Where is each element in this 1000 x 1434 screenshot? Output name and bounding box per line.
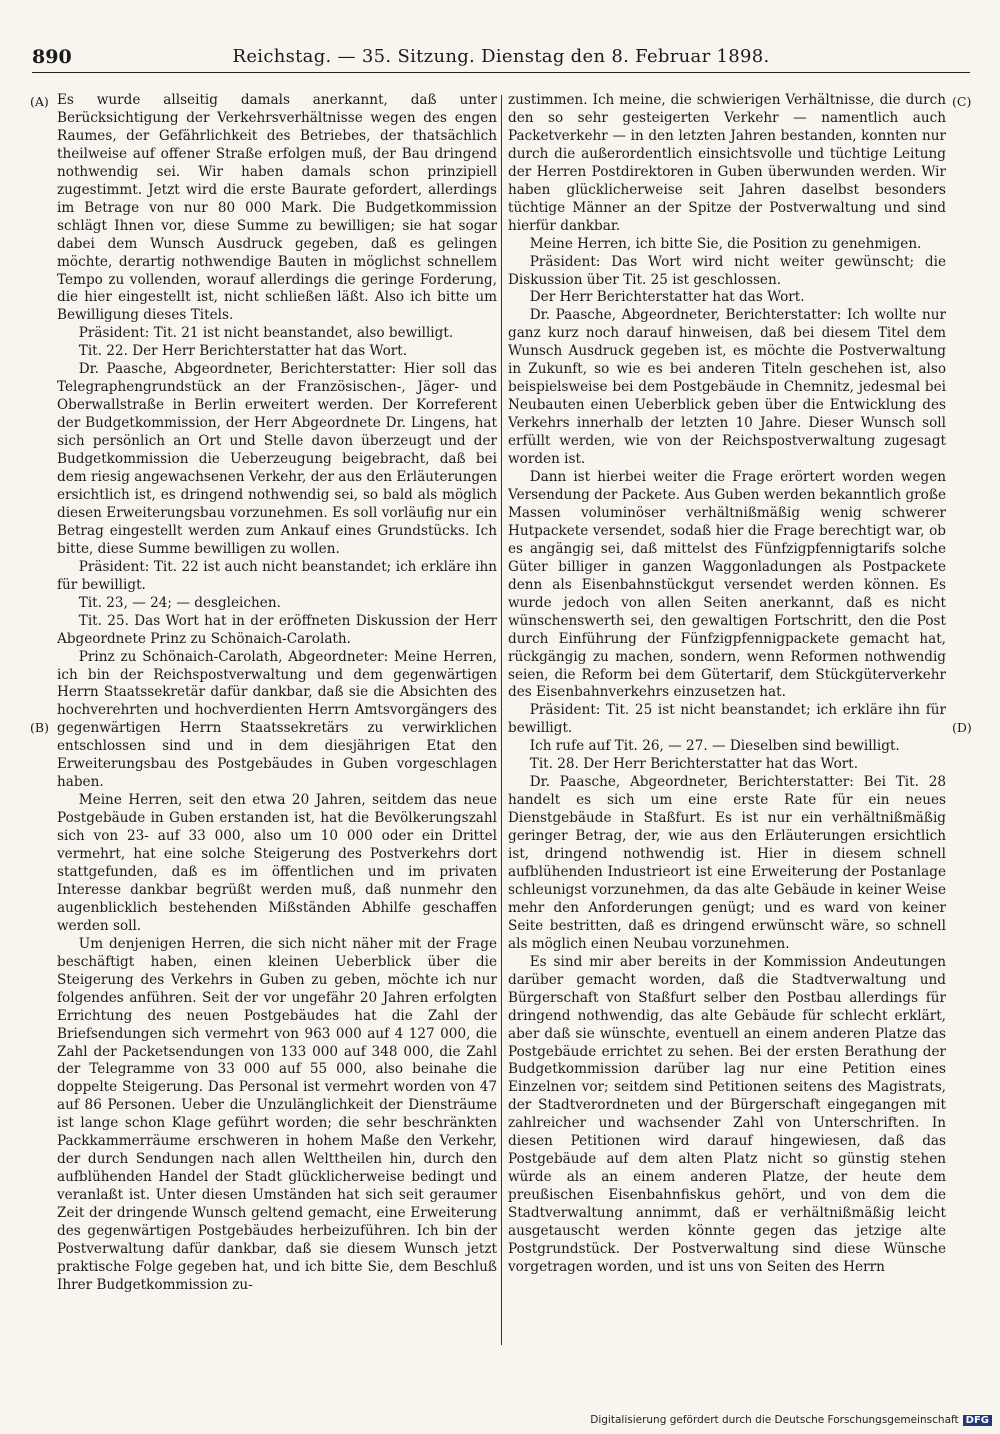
column-divider bbox=[501, 95, 502, 1345]
paragraph: Präsident: Tit. 25 ist nicht beanstandet; ich erkläre ihn für bewilligt. bbox=[508, 702, 946, 737]
paragraph: Tit. 22. Der Herr Berichterstatter hat das Wort. bbox=[78, 343, 408, 360]
paragraph: Dr. Paasche, Abgeordneter, Berichterstatter: Ich wollte nur ganz kurz noch darauf hinweisen, daß bei diesem Titel dem Wunsch Ausdruck gegeben ist, es möchte die Postverwaltung in Zukunft, so wie es bei anderen Titeln geschehen ist, also beispielsweise bei dem Postgebäude in Chemnitz, jedesmal bei Neubauten einen Ueberblick geben über die Entwicklung des Verkehrs innerhalb der letzten 10 Jahre. Dieser Wunsch soll erfüllt werden, wie von der Reichspostverwaltung zugesagt worden ist. bbox=[508, 307, 946, 468]
paragraph: Präsident: Tit. 22 ist auch nicht beanstandet; ich erkläre ihn für bewilligt. bbox=[57, 558, 497, 593]
paragraph: Tit. 25. Das Wort hat in der eröffneten Diskussion der Herr Abgeordnete Prinz zu Schönaich-Carolath. bbox=[57, 612, 497, 647]
paragraph: Dann ist hierbei weiter die Frage erörtert worden wegen Versendung der Packete. Aus Guben werden bekanntlich große Massen voluminöser verhältnißmäßig wenig schwerer Hutpackete versendet, sodaß hier die Frage berechtigt war, ob es angängig sei, daß mittelst des Fünfzigpfennigtarifs solche Güter billiger in ganzen Waggonladungen als Postpackete denn als Eisenbahnstückgut versendet werden können. Es wurde jedoch von allen Seiten anerkannt, daß es nicht wünschenswerth sei, den gewaltigen Fortschritt, den die Post durch Einführung der Fünfzigpfennigpackete gemacht hat, rückgängig zu machen, sondern, wenn Reformen nothwendig seien, die Reform bei dem Gütertarif, dem Stückgüterverkehr des Eisenbahnverkehrs einzusetzen hat. bbox=[508, 469, 946, 701]
running-title: Reichstag. — 35. Sitzung. Dienstag den 8. Februar 1898. bbox=[232, 46, 770, 67]
paragraph: Um denjenigen Herren, die sich nicht näher mit der Frage beschäftigt haben, einen kleinen Ueberblick über die Steigerung des Verkehrs in Guben zu geben, möchte ich nur folgendes anführen. Seit der vor ungefähr 20 Jahren erfolgten Errichtung des neuen Postgebäudes hat die Zahl der Briefsendungen sich vermehrt von 963 000 auf 4 127 000, die Zahl der Packetsendungen von 133 000 auf 348 000, die Zahl der Telegramme von 33 000 auf 55 000, also beinahe die doppelte Steigerung. Das Personal ist vermehrt worden von 47 auf 86 Personen. Ueber die Unzulänglichkeit der Diensträume ist lange schon Klage geführt worden; die sehr beschränkten Packkammerräume erschweren in hohem Maße den Verkehr, der durch Sendungen nach allen Welttheilen hin, durch den aufblühenden Handel der Stadt glücklicherweise bedingt und veranlaßt ist. Unter diesen Umständen hat sich seit geraumer Zeit der dringende Wunsch geltend gemacht, eine Erweiterung des gegenwärtigen Postgebäudes herbeizuführen. Ich bin der Postverwaltung dafür dankbar, daß sie diesem Wunsch jetzt praktische Folge gegeben hat, und ich bitte Sie, dem Beschluß Ihrer Budgetkommission zu- bbox=[57, 935, 497, 1293]
footer-text: Digitalisierung gefördert durch die Deutsche Forschungsgemeinschaft bbox=[590, 1414, 959, 1426]
paragraph: Meine Herren, ich bitte Sie, die Position zu genehmigen. bbox=[529, 235, 922, 252]
paragraph: Es sind mir aber bereits in der Kommission Andeutungen darüber gemacht worden, daß die Stadtverwaltung und Bürgerschaft von Staßfurt selber den Postbau allerdings für dringend nothwendig, das alte Gebäude für schlecht erklärt, aber daß sie wünschte, eventuell an einem anderen Platze das Postgebäude errichtet zu sehen. Bei der ersten Berathung der Budgetkommission darüber lag nur eine Petition eines Einzelnen vor; seitdem sind Petitionen seitens des Magistrats, der Stadtverordneten und der Bürgerschaft eingegangen mit zahlreicher und wachsender Zahl von Unterschriften. In diesen Petitionen wird darauf hingewiesen, daß das Postgebäude auf dem alten Platz nicht so günstig stehen würde als an einem anderen Platze, der heute dem preußischen Eisenbahnfiskus gehört, und von dem die Stadtverwaltung annimmt, daß er verhältnißmäßig leicht ausgetauscht werden könnte gegen das jetzige alte Postgrundstück. Der Postverwaltung sind diese Wünsche vorgetragen worden, und ist uns von Seiten des Herrn bbox=[508, 953, 946, 1275]
paragraph: Präsident: Tit. 21 ist nicht beanstandet, also bewilligt. bbox=[78, 325, 454, 342]
page-number: 890 bbox=[32, 46, 72, 68]
paragraph: Ich rufe auf Tit. 26, — 27. — Dieselben sind bewilligt. bbox=[529, 738, 900, 755]
paragraph: Tit. 23, — 24; — desgleichen. bbox=[78, 594, 281, 611]
page-header bbox=[32, 42, 970, 73]
dfg-logo: DFG bbox=[963, 1415, 992, 1426]
paragraph: Der Herr Berichterstatter hat das Wort. bbox=[529, 289, 805, 306]
paragraph: Präsident: Das Wort wird nicht weiter gewünscht; die Diskussion über Tit. 25 ist geschlossen. bbox=[508, 253, 946, 288]
margin-mark-d: (D) bbox=[952, 720, 972, 735]
right-text-column bbox=[508, 92, 946, 1350]
paragraph: zustimmen. Ich meine, die schwierigen Verhältnisse, die durch den so sehr gesteigerten Verkehr — namentlich auch Packetverkehr — in den letzten Jahren bestanden, konnten nur durch die außerordentlich einsichtsvolle und tüchtige Leitung der Herren Postdirektoren in Guben überwunden werden. Wir haben glücklicherweise seit Jahren daselbst besonders tüchtige Männer an der Spitze der Postverwaltung und sind hierfür dankbar. bbox=[508, 92, 946, 234]
left-text-column bbox=[57, 92, 497, 1350]
footer-credit bbox=[590, 1414, 992, 1426]
margin-mark-a: (A) bbox=[30, 94, 49, 109]
margin-mark-b: (B) bbox=[30, 720, 49, 735]
paragraph: Es wurde allseitig damals anerkannt, daß unter Berücksichtigung der Verkehrsverhältnisse wegen des engen Raumes, der Gefährlichkeit des Betriebes, der thatsächlich theilweise auf offener Straße erfolgen muß, der Bau dringend nothwendig sei. Wir haben damals schon prinzipiell zugestimmt. Jetzt wird die erste Baurate gefordert, allerdings im Betrage von nur 80 000 Mark. Die Budgetkommission schlägt Ihnen vor, diese Summe zu bewilligen; sie hat sogar dabei dem Wunsch Ausdruck gegeben, daß es gelingen möchte, derartig nothwendige Bauten in möglichst schnellem Tempo zu vollenden, worauf allerdings die geringe Forderung, die hier eingestellt ist, nicht schließen läßt. Also ich bitte um Bewilligung dieses Titels. bbox=[57, 92, 497, 324]
paragraph: Dr. Paasche, Abgeordneter, Berichterstatter: Bei Tit. 28 handelt es sich um eine erste Rate für ein neues Dienstgebäude in Staßfurt. Es ist nur ein verhältnißmäßig geringer Betrag, der, wie aus den Erläuterungen ersichtlich ist, dringend nothwendig ist. Hier in diesem schnell aufblühenden Industrieort ist eine Erweiterung der Postanlage schleunigst vorzunehmen, da das alte Gebäude in keiner Weise mehr den Anforderungen genügt; und es ward von keiner Seite bestritten, daß es dringend erwünscht wäre, so schnell als möglich einen Neubau vorzunehmen. bbox=[508, 774, 946, 952]
paragraph: Tit. 28. Der Herr Berichterstatter hat das Wort. bbox=[529, 756, 859, 773]
paragraph: Prinz zu Schönaich-Carolath, Abgeordneter: Meine Herren, ich bin der Reichspostverwaltung und dem gegenwärtigen Herrn Staatssekretär dafür dankbar, daß sie die Absichten des hochverehrten und hochverdienten Herrn Amtsvorgängers des gegenwärtigen Herrn Staatssekretärs zu verwirklichen entschlossen sind und in dem diesjährigen Etat den Erweiterungsbau des Postgebäudes in Guben vorgeschlagen haben. bbox=[57, 648, 497, 791]
margin-mark-c: (C) bbox=[952, 94, 972, 109]
paragraph: Dr. Paasche, Abgeordneter, Berichterstatter: Hier soll das Telegraphengrundstück an der Französischen-, Jäger- und Oberwallstraße in Berlin erweitert werden. Der Korreferent der Budgetkommission, der Herr Abgeordnete Dr. Lingens, hat sich persönlich an Ort und Stelle davon überzeugt und der Budgetkommission die Ueberzeugung beigebracht, daß bei dem riesig angewachsenen Verkehr, der aus den Erläuterungen ersichtlich ist, es dringend nothwendig sei, so bald als möglich diesen Erweiterungsbau vorzunehmen. Es soll vorläufig nur ein Betrag eingestellt werden zum Ankauf eines Grundstücks. Ich bitte, diese Summe bewilligen zu wollen. bbox=[57, 361, 497, 557]
paragraph: Meine Herren, seit den etwa 20 Jahren, seitdem das neue Postgebäude in Guben erstanden ist, hat die Bevölkerungszahl sich von 23- auf 33 000, also um 10 000 oder ein Drittel vermehrt, hat eine solche Steigerung des Postverkehrs dort stattgefunden, daß es im öffentlichen und im privaten Interesse dankbar begrüßt werden muß, daß nunmehr den augenblicklich bestehenden Mißständen Abhilfe geschaffen werden soll. bbox=[57, 792, 497, 934]
